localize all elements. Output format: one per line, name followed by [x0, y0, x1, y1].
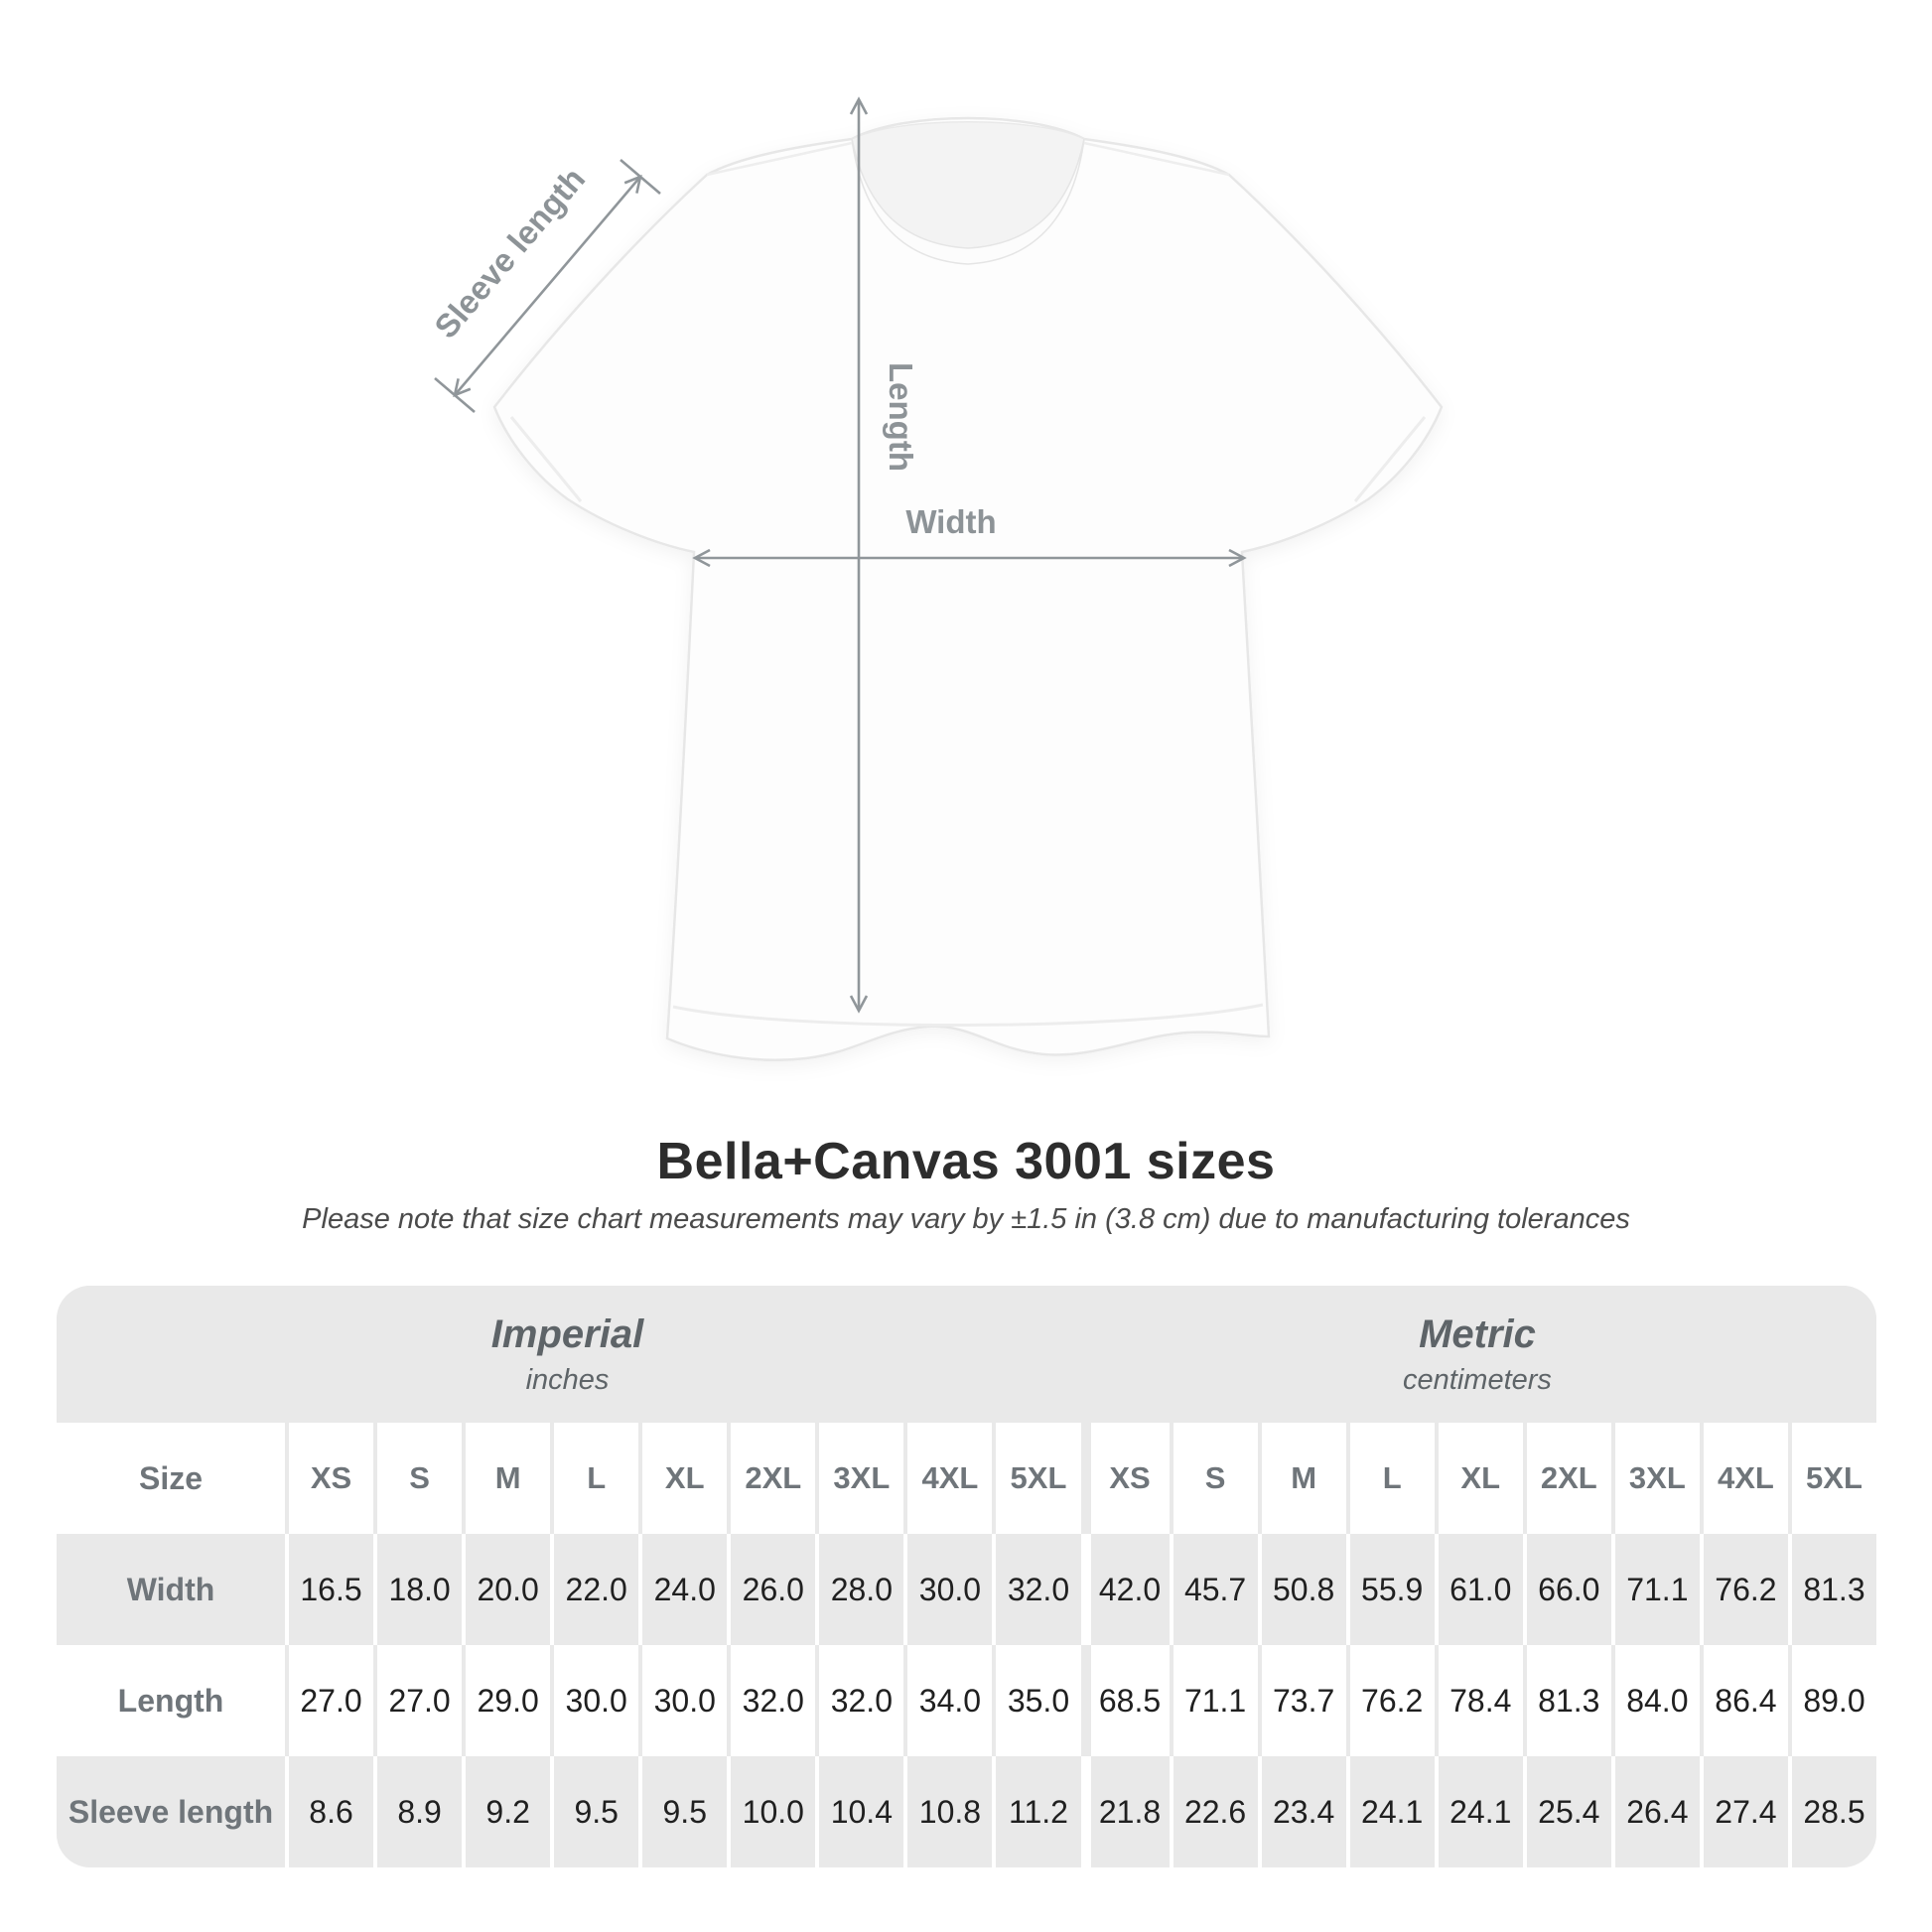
value-cell: 26.4 — [1615, 1756, 1700, 1867]
metric-title: Metric — [1419, 1311, 1536, 1356]
metric-unit: centimeters — [1403, 1363, 1552, 1396]
value-cell: 20.0 — [466, 1534, 550, 1645]
value-cell: 45.7 — [1173, 1534, 1258, 1645]
value-cell: 89.0 — [1792, 1645, 1876, 1756]
value-cell: 61.0 — [1439, 1534, 1523, 1645]
col-head-imperial-m: M — [466, 1423, 550, 1534]
value-cell: 22.6 — [1173, 1756, 1258, 1867]
value-cell: 27.0 — [377, 1645, 462, 1756]
value-cell: 55.9 — [1350, 1534, 1435, 1645]
value-cell: 81.3 — [1792, 1534, 1876, 1645]
value-cell: 21.8 — [1085, 1756, 1170, 1867]
imperial-title: Imperial — [490, 1311, 644, 1356]
sleeve-length-label: Sleeve length — [427, 160, 593, 345]
value-cell: 24.0 — [642, 1534, 727, 1645]
size-column-header: Size — [57, 1423, 285, 1534]
value-cell: 30.0 — [554, 1645, 638, 1756]
value-cell: 9.5 — [642, 1756, 727, 1867]
value-cell: 24.1 — [1439, 1756, 1523, 1867]
col-head-imperial-s: S — [377, 1423, 462, 1534]
value-cell: 66.0 — [1527, 1534, 1611, 1645]
page-title: Bella+Canvas 3001 sizes — [656, 1133, 1276, 1190]
value-cell: 68.5 — [1085, 1645, 1170, 1756]
value-cell: 22.0 — [554, 1534, 638, 1645]
col-head-imperial-3xl: 3XL — [819, 1423, 903, 1534]
value-cell: 18.0 — [377, 1534, 462, 1645]
tolerance-note: Please note that size chart measurements may vary by ±1.5 in (3.8 cm) due to manufacturing tolerances — [302, 1203, 1630, 1235]
col-head-metric-3xl: 3XL — [1615, 1423, 1700, 1534]
value-cell: 8.6 — [289, 1756, 373, 1867]
width-label: Width — [905, 503, 997, 540]
col-head-imperial-xs: XS — [289, 1423, 373, 1534]
value-cell: 10.4 — [819, 1756, 903, 1867]
value-cell: 27.0 — [289, 1645, 373, 1756]
table-row-sleeve-length — [57, 1756, 1876, 1867]
size-table — [57, 1286, 1876, 1867]
value-cell: 23.4 — [1262, 1756, 1346, 1867]
value-cell: 50.8 — [1262, 1534, 1346, 1645]
col-head-metric-xs: XS — [1085, 1423, 1170, 1534]
value-cell: 16.5 — [289, 1534, 373, 1645]
imperial-unit: inches — [525, 1363, 610, 1396]
value-cell: 32.0 — [731, 1645, 815, 1756]
value-cell: 71.1 — [1615, 1534, 1700, 1645]
col-head-metric-4xl: 4XL — [1704, 1423, 1788, 1534]
col-head-metric-2xl: 2XL — [1527, 1423, 1611, 1534]
value-cell: 30.0 — [642, 1645, 727, 1756]
value-cell: 9.2 — [466, 1756, 550, 1867]
length-label: Length — [883, 362, 919, 472]
row-label-width: Width — [57, 1534, 285, 1645]
col-head-metric-5xl: 5XL — [1792, 1423, 1876, 1534]
value-cell: 71.1 — [1173, 1645, 1258, 1756]
value-cell: 27.4 — [1704, 1756, 1788, 1867]
value-cell: 78.4 — [1439, 1645, 1523, 1756]
value-cell: 28.0 — [819, 1534, 903, 1645]
row-label-length: Length — [57, 1645, 285, 1756]
value-cell: 81.3 — [1527, 1645, 1611, 1756]
tshirt-illustration — [494, 118, 1442, 1060]
value-cell: 26.0 — [731, 1534, 815, 1645]
value-cell: 32.0 — [996, 1534, 1080, 1645]
value-cell: 10.8 — [907, 1756, 992, 1867]
table-row-length — [57, 1645, 1876, 1756]
value-cell: 76.2 — [1350, 1645, 1435, 1756]
value-cell: 30.0 — [907, 1534, 992, 1645]
col-head-imperial-5xl: 5XL — [996, 1423, 1080, 1534]
value-cell: 42.0 — [1085, 1534, 1170, 1645]
col-head-metric-m: M — [1262, 1423, 1346, 1534]
value-cell: 24.1 — [1350, 1756, 1435, 1867]
col-head-metric-xl: XL — [1439, 1423, 1523, 1534]
col-head-imperial-l: L — [554, 1423, 638, 1534]
table-row-width — [57, 1534, 1876, 1645]
value-cell: 10.0 — [731, 1756, 815, 1867]
value-cell: 11.2 — [996, 1756, 1080, 1867]
value-cell: 25.4 — [1527, 1756, 1611, 1867]
value-cell: 8.9 — [377, 1756, 462, 1867]
value-cell: 34.0 — [907, 1645, 992, 1756]
row-label-sleeve-length: Sleeve length — [57, 1756, 285, 1867]
col-head-imperial-2xl: 2XL — [731, 1423, 815, 1534]
value-cell: 29.0 — [466, 1645, 550, 1756]
metric-group-header — [1078, 1286, 1876, 1423]
value-cell: 86.4 — [1704, 1645, 1788, 1756]
value-cell: 35.0 — [996, 1645, 1080, 1756]
value-cell: 84.0 — [1615, 1645, 1700, 1756]
value-cell: 76.2 — [1704, 1534, 1788, 1645]
value-cell: 73.7 — [1262, 1645, 1346, 1756]
imperial-group-header — [57, 1286, 1078, 1423]
col-head-imperial-4xl: 4XL — [907, 1423, 992, 1534]
value-cell: 32.0 — [819, 1645, 903, 1756]
col-head-metric-l: L — [1350, 1423, 1435, 1534]
col-head-metric-s: S — [1173, 1423, 1258, 1534]
unit-group-header — [57, 1286, 1876, 1423]
value-cell: 9.5 — [554, 1756, 638, 1867]
table-header-row — [57, 1423, 1876, 1534]
value-cell: 28.5 — [1792, 1756, 1876, 1867]
col-head-imperial-xl: XL — [642, 1423, 727, 1534]
